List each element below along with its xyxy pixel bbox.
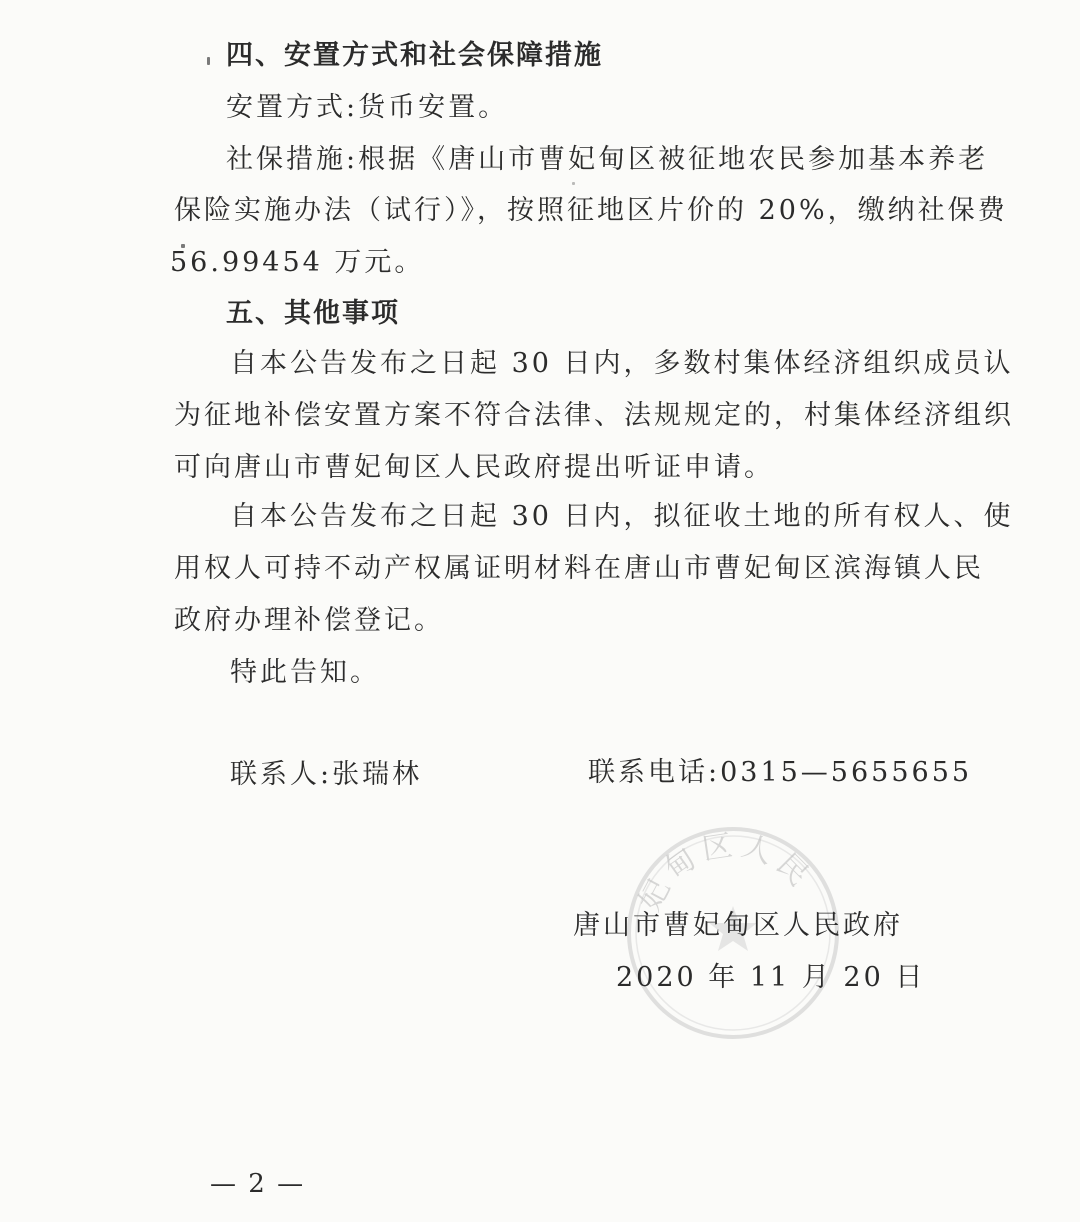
- social-security-line-2: 保险实施办法（试行）》，按照征地区片价的 20%，缴纳社保费: [174, 195, 1008, 226]
- hearing-line-1: 自本公告发布之日起 30 日内，多数村集体经济组织成员认: [230, 348, 1014, 379]
- scan-speck: [207, 57, 210, 65]
- svg-text:妃甸区人民: [633, 828, 820, 917]
- scan-speck: [572, 182, 575, 185]
- social-security-line-3: 56.99454 万元。: [170, 247, 425, 278]
- issuer-name: 唐山市曹妃甸区人民政府: [573, 910, 903, 941]
- seal-text: 妃甸区人民: [632, 827, 820, 917]
- section4-heading: 四、安置方式和社会保障措施: [226, 40, 603, 71]
- closing-text: 特此告知。: [230, 657, 380, 688]
- registration-line-2: 用权人可持不动产权属证明材料在唐山市曹妃甸区滨海镇人民: [174, 553, 984, 584]
- page-number: — 2 —: [210, 1169, 306, 1199]
- social-security-line-1: 社保措施:根据《唐山市曹妃甸区被征地农民参加基本养老: [226, 144, 989, 175]
- contact-phone: 联系电话:0315—5655655: [588, 757, 973, 788]
- section5-heading: 五、其他事项: [226, 298, 400, 329]
- registration-line-3: 政府办理补偿登记。: [174, 605, 444, 636]
- resettlement-method: 安置方式:货币安置。: [226, 92, 509, 123]
- issue-date: 2020 年 11 月 20 日: [616, 962, 926, 993]
- registration-line-1: 自本公告发布之日起 30 日内，拟征收土地的所有权人、使: [230, 501, 1014, 532]
- contact-person: 联系人:张瑞林: [230, 759, 423, 790]
- hearing-line-3: 可向唐山市曹妃甸区人民政府提出听证申请。: [174, 452, 774, 483]
- hearing-line-2: 为征地补偿安置方案不符合法律、法规规定的，村集体经济组织: [174, 400, 1014, 431]
